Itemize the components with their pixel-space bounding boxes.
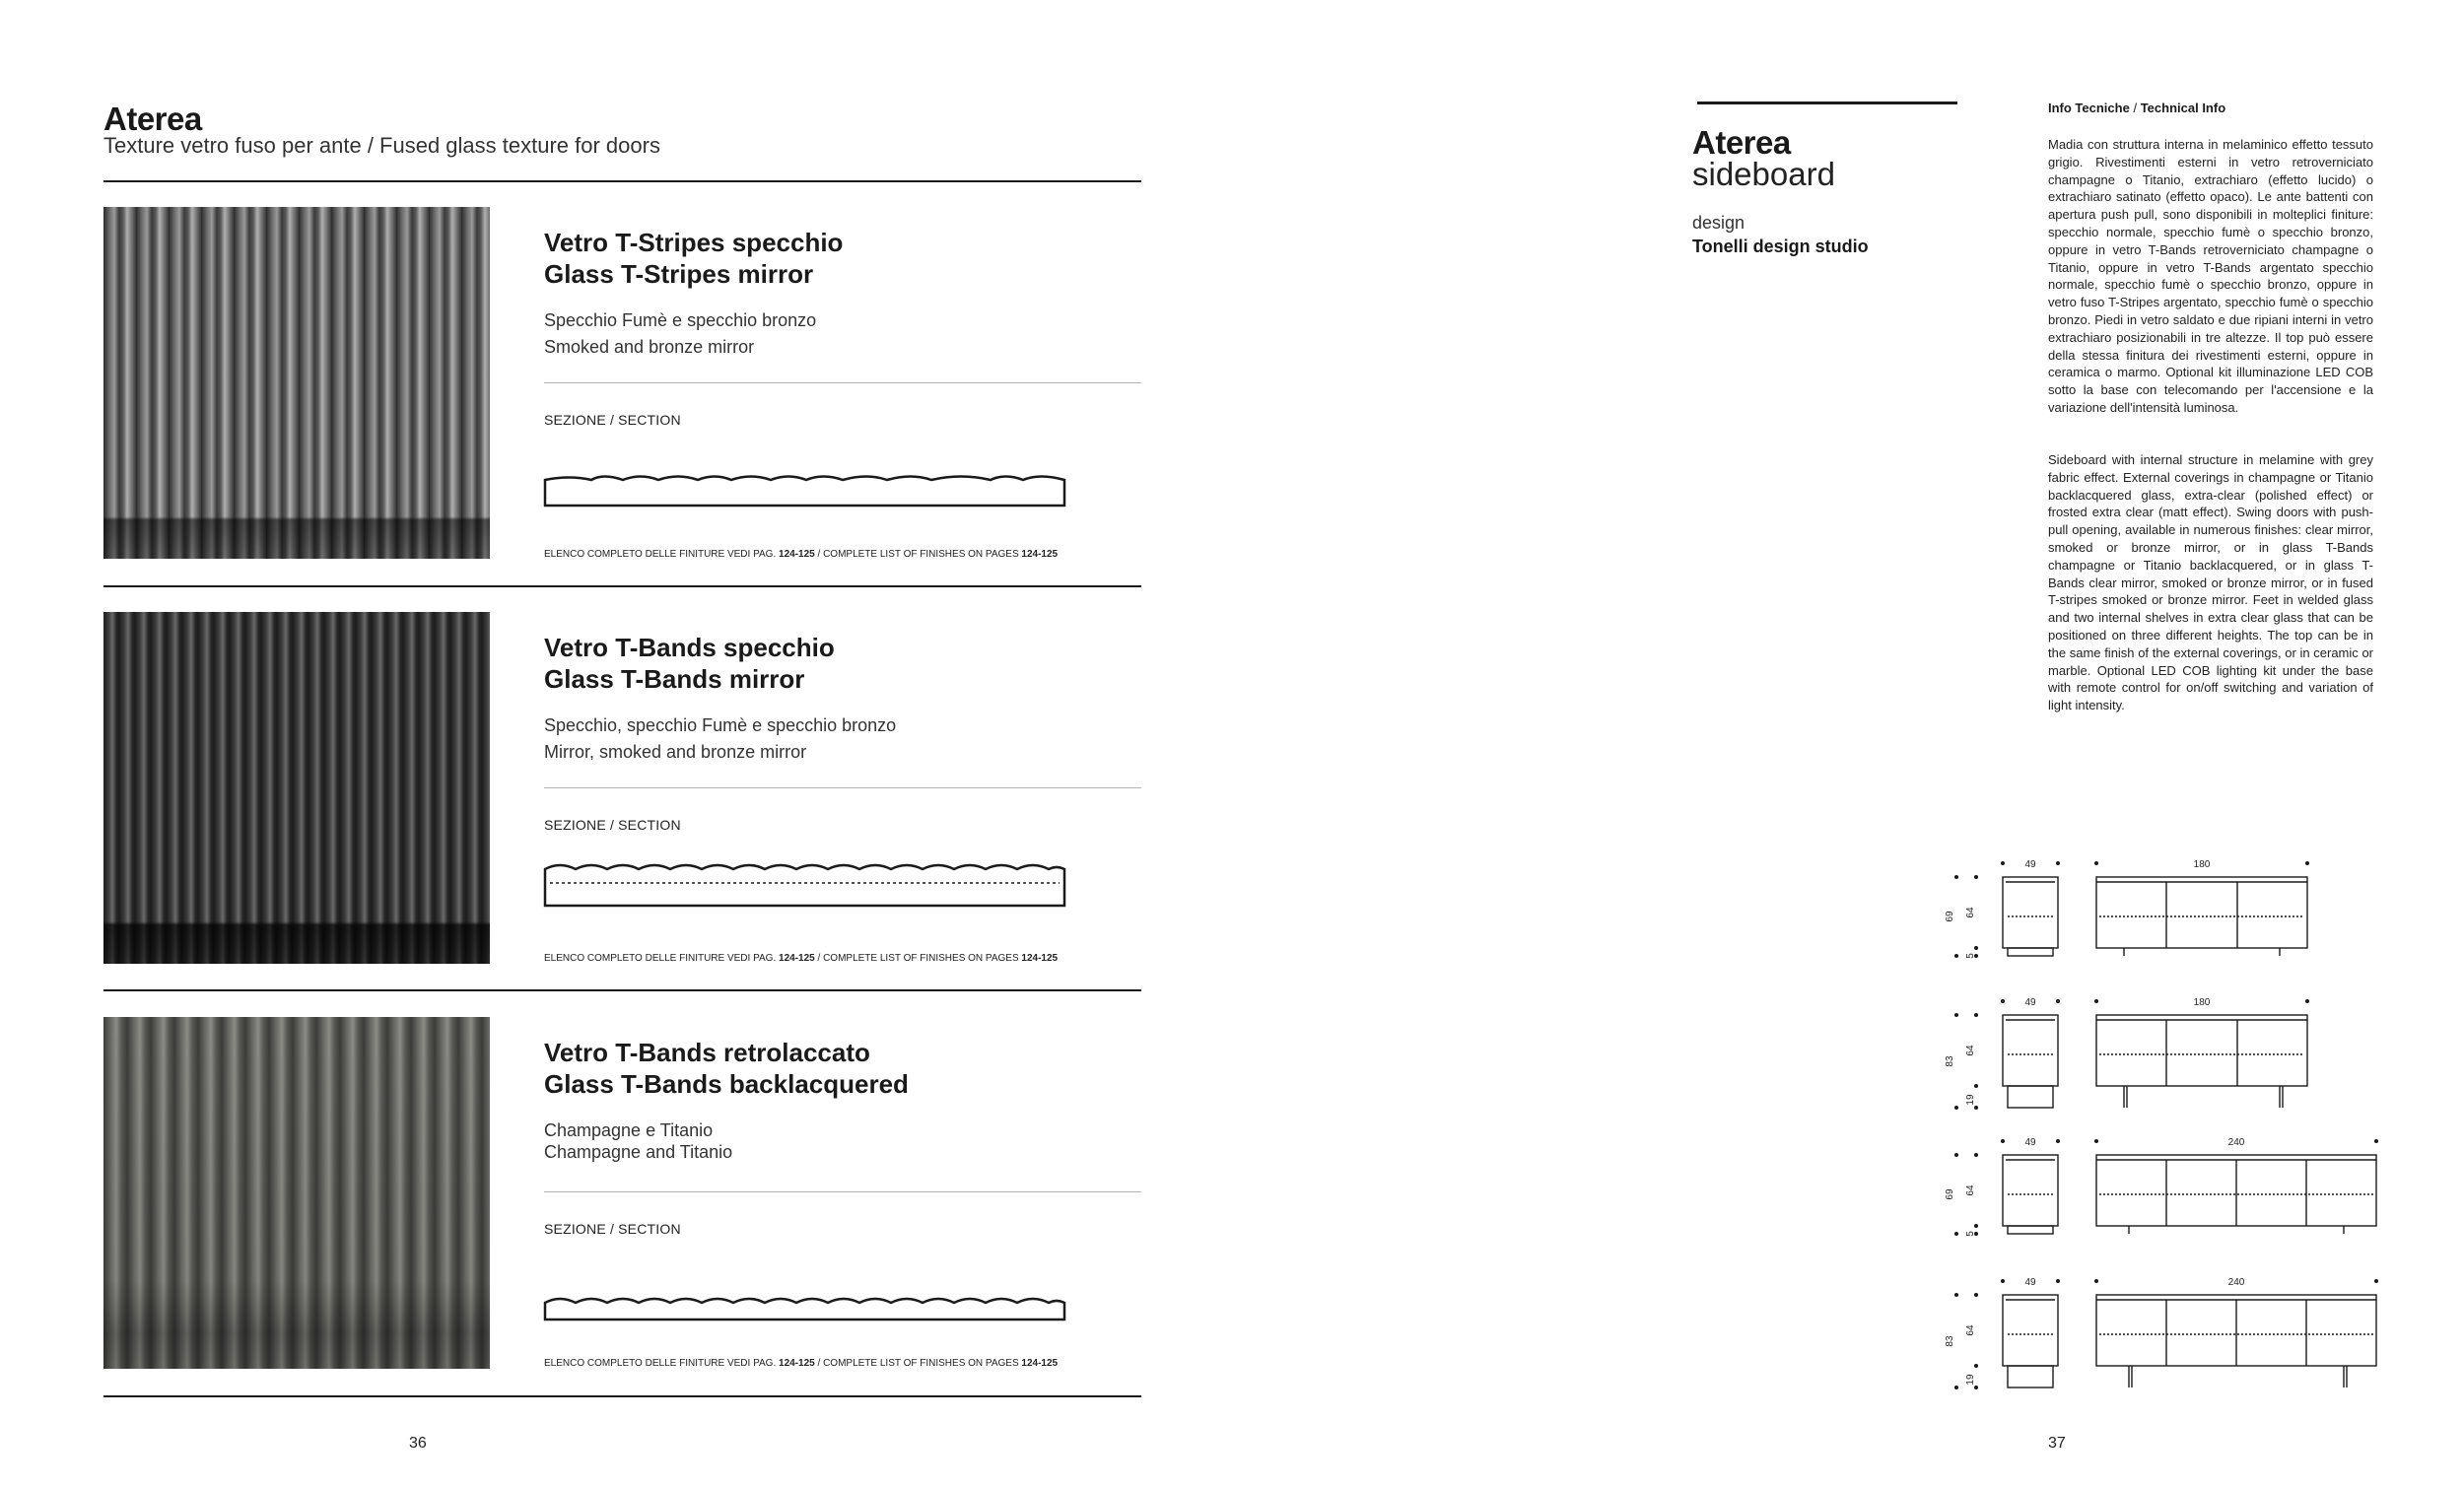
dim-height-body: 64 (1965, 1324, 1976, 1336)
dim-height-total: 83 (1945, 1055, 1955, 1067)
dim-depth: 49 (2024, 859, 2036, 870)
finish-desc-it: Champagne e Titanio (544, 1120, 714, 1140)
header-rule (103, 180, 1141, 182)
texture-swatch-t-bands-mirror (103, 612, 490, 964)
finishes-footnote: ELENCO COMPLETO DELLE FINITURE VEDI PAG. 124-125 / COMPLETE LIST OF FINISHES ON PAGES 124-125 (544, 1358, 1059, 1369)
finish-title-en: Glass T-Stripes mirror (544, 259, 814, 289)
design-label: design (1692, 213, 1745, 233)
finish-title-it: Vetro T-Stripes specchio (544, 228, 844, 257)
dim-height-body: 64 (1965, 1045, 1976, 1056)
finish-desc-en: Champagne and Titanio (544, 1142, 733, 1162)
technical-drawings (1937, 847, 2390, 1399)
finish-desc-it: Specchio Fumè e specchio bronzo (544, 310, 817, 330)
dim-width: 240 (2227, 1277, 2245, 1288)
block-rule (103, 1395, 1141, 1397)
dim-depth: 49 (2024, 1137, 2036, 1148)
block-rule (103, 989, 1141, 991)
title-rule (1697, 102, 1957, 104)
drawing-side-view-1 (2003, 877, 2058, 956)
dim-depth: 49 (2024, 1277, 2036, 1288)
drawing-side-view-2 (2003, 1015, 2058, 1108)
dim-height-total: 69 (1945, 1188, 1955, 1200)
dim-foot: 19 (1965, 1374, 1976, 1386)
dim-width: 180 (2193, 859, 2211, 870)
texture-swatch-t-bands-backlacquered (103, 1017, 490, 1369)
dim-width: 240 (2227, 1137, 2245, 1148)
block-rule (103, 585, 1141, 587)
page-number: 37 (2048, 1435, 2066, 1452)
section-profile-t-stripes (542, 473, 1068, 508)
technical-info-en: Sideboard with internal structure in melamine with grey fabric effect. External coverings in champagne or Titanio backlacquered glass, extra-clear (polished effect) or frosted extra clear (matt effect). Swing doors with push-pull opening, available in numerous finishes: clear mirror, smoked or bronze mirror, or in glass T-Bands champagne or Titanio backlacquered, or in glass T-Bands clear mirror, smoked or bronze mirror, or in fused T-stripes smoked or bronze mirror. Feet in welded glass and two internal shelves in extra clear glass that can be positioned on three different heights. The top can be in the same finish of the external coverings, or in ceramic or marble. Optional LED COB lighting kit under the base with remote control for on/off switching and variation of light intensity. (2048, 452, 2373, 713)
finishes-footnote: ELENCO COMPLETO DELLE FINITURE VEDI PAG. 124-125 / COMPLETE LIST OF FINISHES ON PAGES 124-125 (544, 549, 1059, 560)
dim-height-total: 83 (1945, 1335, 1955, 1347)
divider (544, 787, 1141, 788)
drawing-front-view-1 (2096, 877, 2307, 956)
finish-title-en: Glass T-Bands mirror (544, 664, 805, 694)
drawing-side-view-3 (2003, 1155, 2058, 1234)
page-subtitle: Texture vetro fuso per ante / Fused glass texture for doors (103, 133, 660, 158)
designer-name: Tonelli design studio (1692, 237, 1869, 256)
finish-title-it: Vetro T-Bands specchio (544, 633, 835, 662)
finish-title-it: Vetro T-Bands retrolaccato (544, 1038, 870, 1067)
drawing-front-view-2 (2096, 1015, 2307, 1108)
product-subtitle: sideboard (1692, 156, 1835, 192)
section-label: SEZIONE / SECTION (544, 412, 681, 428)
divider (544, 382, 1141, 383)
section-label: SEZIONE / SECTION (544, 1221, 681, 1237)
finish-desc-en: Mirror, smoked and bronze mirror (544, 742, 807, 762)
texture-swatch-t-stripes-mirror (103, 207, 490, 559)
technical-info-heading: Info Tecniche / Technical Info (2048, 101, 2226, 115)
section-profile-t-bands-backlacquered (542, 1291, 1068, 1322)
dim-height-total: 69 (1945, 911, 1955, 922)
dim-foot: 5 (1965, 1231, 1976, 1237)
drawing-front-view-4 (2096, 1295, 2376, 1387)
finish-title-en: Glass T-Bands backlacquered (544, 1069, 909, 1099)
product-title: Aterea (1692, 124, 1791, 161)
technical-info-it: Madia con struttura interna in melaminico effetto tessuto grigio. Rivestimenti esterni in vetro retroverniciato champagne o Titanio, extrachiaro (effetto lucido) o extrachiaro satinato (effetto opaco). Le ante battenti con apertura push pull, sono disponibili in molteplici finiture: specchio normale, specchio fumè o specchio bronzo, oppure in vetro T-Bands retroverniciato champagne o Titanio, oppure in vetro T-Bands argentato specchio normale, specchio fumè o specchio bronzo, oppure in vetro fuso T-Stripes argentato, specchio fumè o specchio bronzo. Piedi in vetro saldato e due ripiani interni in vetro extrachiaro posizionabili in tre altezze. Il top può essere della stessa finitura dei rivestimenti esterni, oppure in ceramica o marmo. Optional kit illuminazione LED COB sotto la base con telecomando per l'accensione e la variazione dell'intensità luminosa. (2048, 137, 2373, 415)
finishes-footnote: ELENCO COMPLETO DELLE FINITURE VEDI PAG. 124-125 / COMPLETE LIST OF FINISHES ON PAGES 124-125 (544, 953, 1059, 964)
page-number: 36 (409, 1435, 427, 1452)
dim-depth: 49 (2024, 997, 2036, 1008)
finish-desc-en: Smoked and bronze mirror (544, 337, 755, 357)
section-profile-t-bands (542, 857, 1068, 909)
drawing-front-view-3 (2096, 1155, 2376, 1234)
divider (544, 1191, 1141, 1192)
finish-desc-it: Specchio, specchio Fumè e specchio bronzo (544, 715, 897, 735)
drawing-side-view-4 (2003, 1295, 2058, 1387)
page-title: Aterea (103, 101, 202, 137)
dim-width: 180 (2193, 997, 2211, 1008)
dim-foot: 5 (1965, 953, 1976, 959)
dim-height-body: 64 (1965, 1184, 1976, 1196)
dim-foot: 19 (1965, 1094, 1976, 1106)
section-label: SEZIONE / SECTION (544, 817, 681, 833)
dim-height-body: 64 (1965, 907, 1976, 918)
